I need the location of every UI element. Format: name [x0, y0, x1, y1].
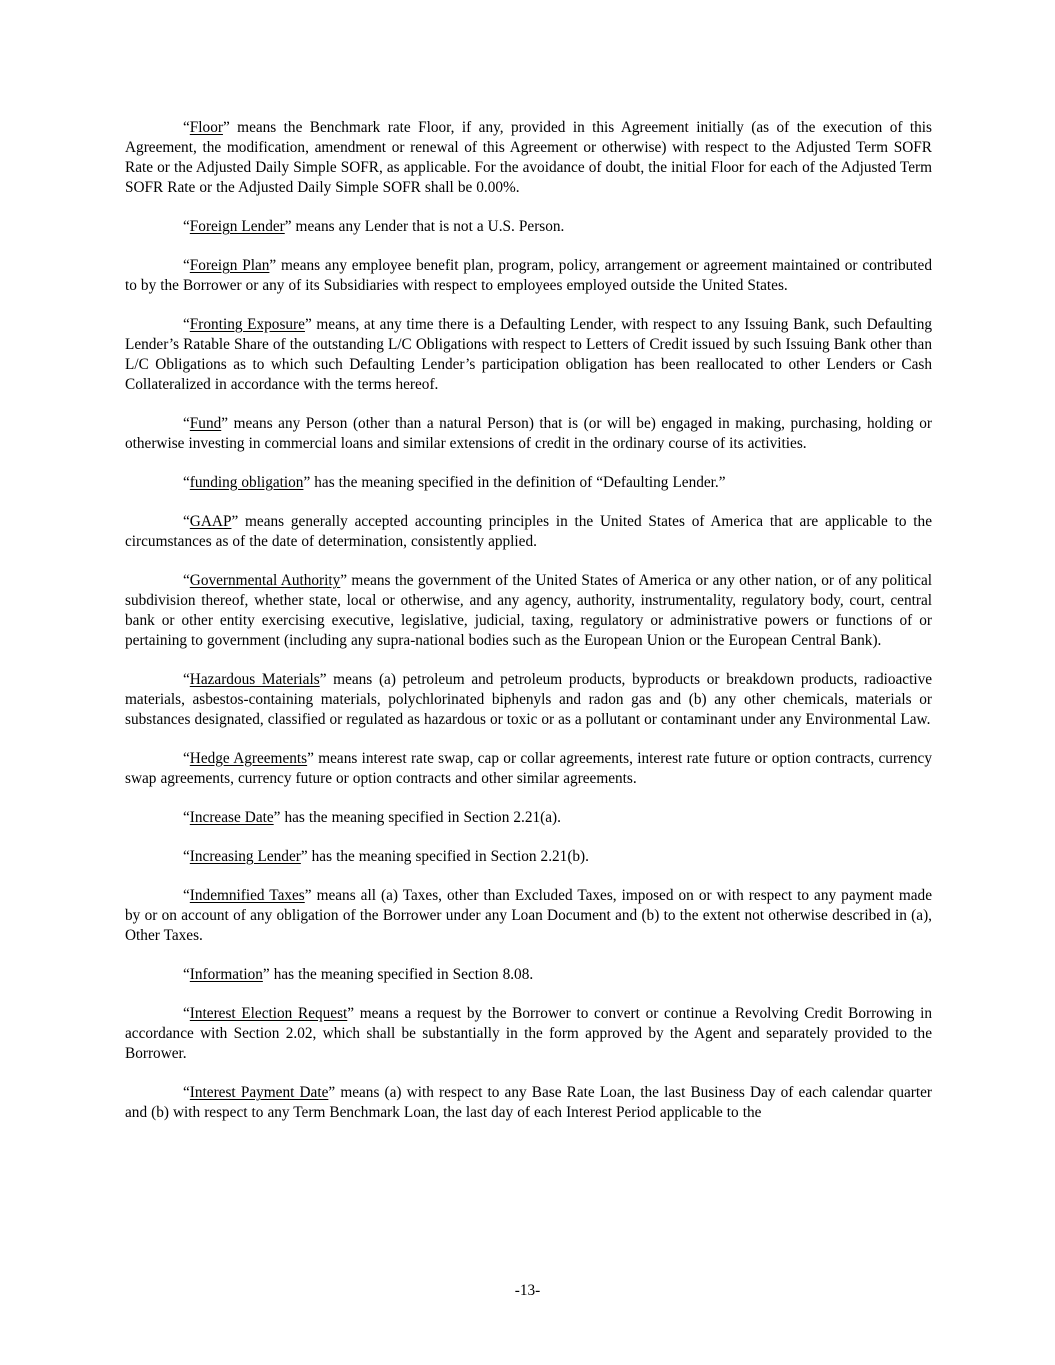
definition-paragraph: [125, 118, 932, 198]
open-quote: “: [183, 474, 190, 491]
open-quote: “: [183, 1005, 190, 1022]
definition-text: ” means the government of the United States of America or any other nation, or of any political subdivision thereof, whether state, local or otherwise, and any agency, authority, instrumentality, regulatory body, court, central bank or other entity exercising executive, legislative, judicial, taxing, regulatory or administrative powers or functions of or pertaining to government (including any supra-national bodies such as the European Union or the European Central Bank).: [125, 572, 932, 649]
open-quote: “: [183, 671, 190, 688]
definition-paragraph: [125, 749, 932, 789]
defined-term: Fronting Exposure: [189, 316, 305, 333]
definition-text: ” means all (a) Taxes, other than Excluded Taxes, imposed on or with respect to any payment made by or on account of any obligation of the Borrower under any Loan Document and (b) to the extent not otherwise described in (a), Other Taxes.: [125, 887, 932, 944]
definition-paragraph: [125, 808, 932, 828]
definition-text: ” means (a) petroleum and petroleum products, byproducts or breakdown products, radioactive materials, asbestos-containing materials, polychlorinated biphenyls and radon gas and (b) any other chemicals, materials or substances designated, classified or regulated as hazardous or toxic or as a pollutant or contaminant under any Environmental Law.: [125, 671, 933, 728]
defined-term: Interest Election Request: [189, 1005, 348, 1022]
definition-paragraph: [125, 670, 932, 730]
open-quote: “: [183, 119, 190, 136]
open-quote: “: [183, 513, 190, 530]
open-quote: “: [183, 809, 190, 826]
defined-term: GAAP: [189, 513, 232, 530]
defined-term: Fund: [189, 415, 222, 432]
open-quote: “: [183, 316, 190, 333]
open-quote: “: [183, 218, 190, 235]
defined-term: funding obligation: [189, 474, 304, 491]
definition-text: ” means any Person (other than a natural Person) that is (or will be) engaged in making, purchasing, holding or otherwise investing in commercial loans and similar extensions of credit in the ordinary course of its activities.: [125, 415, 932, 452]
open-quote: “: [183, 966, 190, 983]
defined-term: Information: [189, 966, 263, 983]
definition-text: ” means interest rate swap, cap or collar agreements, interest rate future or option contracts, currency swap agreements, currency future or option contracts and other similar agreements.: [125, 750, 932, 787]
definition-text: ” has the meaning specified in Section 2.21(a).: [273, 809, 561, 826]
page-number: -13-: [514, 1282, 541, 1299]
definition-text: ” means any employee benefit plan, program, policy, arrangement or agreement maintained or contributed to by the Borrower or any of its Subsidiaries with respect to employees employed outside the United States.: [125, 257, 932, 294]
definition-text: ” has the meaning specified in the definition of “Defaulting Lender.”: [303, 474, 726, 491]
definition-text: ” means (a) with respect to any Base Rate Loan, the last Business Day of each calendar quarter and (b) with respect to any Term Benchmark Loan, the last day of each Interest Period applicable to the: [125, 1084, 932, 1121]
definition-paragraph: [125, 256, 932, 296]
definition-paragraph: [125, 1083, 932, 1123]
definition-text: ” means a request by the Borrower to convert or continue a Revolving Credit Borrowing in accordance with Section 2.02, which shall be substantially in the form approved by the Agent and separately provided to the Borrower.: [125, 1005, 933, 1062]
open-quote: “: [183, 257, 190, 274]
definition-paragraph: [125, 315, 932, 395]
definition-text: ” has the meaning specified in Section 8.08.: [262, 966, 534, 983]
definition-text: ” means any Lender that is not a U.S. Person.: [284, 218, 565, 235]
defined-term: Interest Payment Date: [189, 1084, 329, 1101]
defined-term: Hazardous Materials: [189, 671, 320, 688]
defined-term: Increasing Lender: [189, 848, 301, 865]
open-quote: “: [183, 572, 190, 589]
defined-term: Foreign Plan: [189, 257, 270, 274]
open-quote: “: [183, 750, 190, 767]
definition-paragraph: [125, 414, 932, 454]
document-body: [125, 118, 932, 1123]
defined-term: Increase Date: [189, 809, 274, 826]
definition-paragraph: [125, 217, 932, 237]
defined-term: Foreign Lender: [189, 218, 285, 235]
definition-paragraph: [125, 1004, 932, 1064]
definition-text: ” means the Benchmark rate Floor, if any, provided in this Agreement initially (as of the execution of this Agreement, the modification, amendment or renewal of this Agreement or otherwise) with respect to the Adjusted Term SOFR Rate or the Adjusted Daily Simple SOFR, as applicable. For the avoidance of doubt, the initial Floor for each of the Adjusted Term SOFR Rate or the Adjusted Daily Simple SOFR shall be 0.00%.: [125, 119, 932, 196]
defined-term: Floor: [189, 119, 223, 136]
defined-term: Hedge Agreements: [189, 750, 308, 767]
open-quote: “: [183, 887, 190, 904]
definition-paragraph: [125, 847, 932, 867]
definition-paragraph: [125, 886, 932, 946]
open-quote: “: [183, 1084, 190, 1101]
definition-text: ” means, at any time there is a Defaulting Lender, with respect to any Issuing Bank, such Defaulting Lender’s Ratable Share of the outstanding L/C Obligations with respect to Letters of Credit issued by such Issuing Bank other than L/C Obligations as to which such Defaulting Lender’s participation obligation has been reallocated to other Lenders or Cash Collateralized in accordance with the terms hereof.: [125, 316, 932, 393]
definition-paragraph: [125, 571, 932, 651]
open-quote: “: [183, 415, 190, 432]
defined-term: Governmental Authority: [189, 572, 341, 589]
definition-paragraph: [125, 512, 932, 552]
definition-paragraph: [125, 473, 932, 493]
definition-paragraph: [125, 965, 932, 985]
open-quote: “: [183, 848, 190, 865]
definition-text: ” has the meaning specified in Section 2.21(b).: [300, 848, 589, 865]
definition-text: ” means generally accepted accounting principles in the United States of America that are applicable to the circumstances as of the date of determination, consistently applied.: [125, 513, 932, 550]
defined-term: Indemnified Taxes: [189, 887, 305, 904]
